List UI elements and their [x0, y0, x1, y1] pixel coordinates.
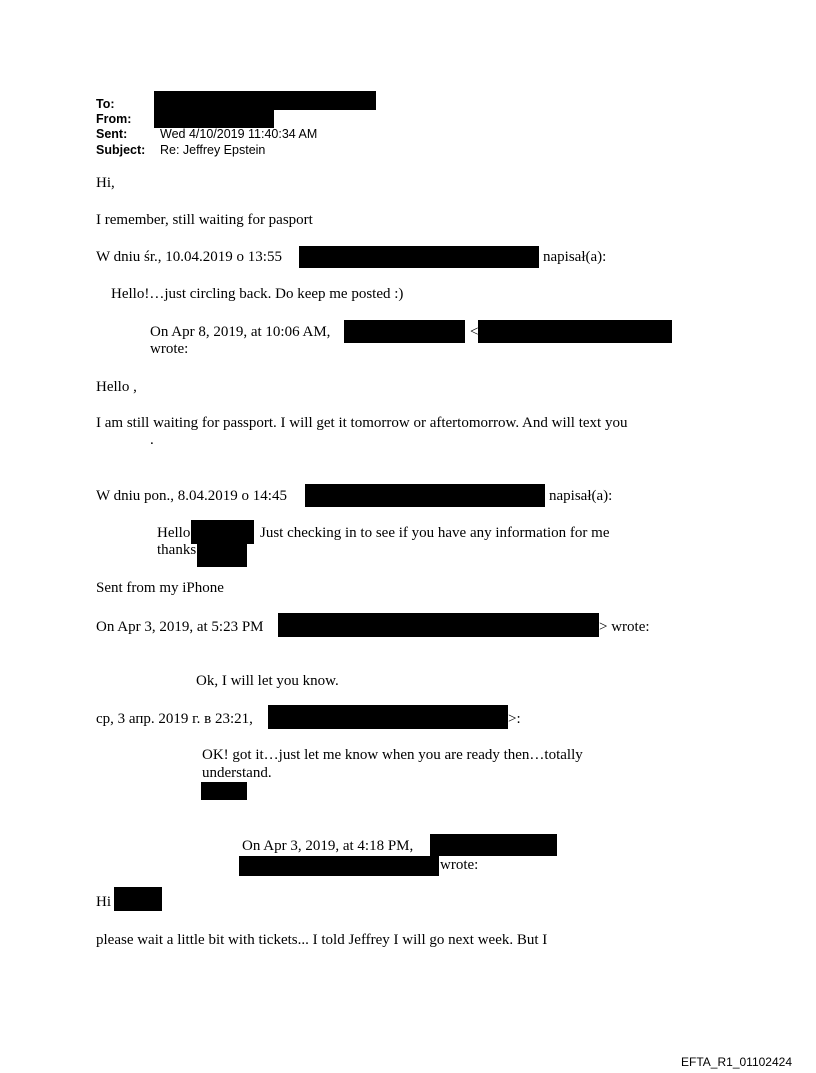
apr3-tail: > wrote: — [599, 619, 650, 635]
checking-hello: Hello — [157, 525, 191, 541]
apr8-lt: < — [470, 324, 479, 340]
to-label: To: — [96, 97, 115, 111]
sent-value: Wed 4/10/2019 11:40:34 AM — [160, 127, 318, 141]
redaction-quote2 — [305, 484, 545, 507]
waiting-line: I am still waiting for passport. I will get it tomorrow or aftertomorrow. And will text you — [96, 415, 628, 431]
from-label: From: — [96, 112, 132, 126]
ok-got-it-line1: OK! got it…just let me know when you are ready then…totally — [202, 747, 583, 763]
subject-value: Re: Jeffrey Epstein — [160, 143, 266, 157]
redaction-to — [154, 91, 376, 110]
redaction-apr8-name — [344, 320, 465, 343]
ok-let-know: Ok, I will let you know. — [196, 673, 339, 689]
sent-label: Sent: — [96, 127, 128, 141]
trailing-dot: . — [150, 432, 154, 448]
redaction-ru — [268, 705, 508, 729]
apr8-intro: On Apr 8, 2019, at 10:06 AM, — [150, 324, 331, 340]
hi-greeting: Hi — [96, 894, 111, 910]
redaction-thanks-name — [197, 543, 247, 567]
thanks: thanks — [157, 542, 197, 558]
redaction-apr3b-name — [430, 834, 557, 856]
redaction-checking-name — [191, 520, 254, 544]
hello-2: Hello , — [96, 379, 137, 395]
quote2-tail: napisał(a): — [549, 488, 613, 504]
apr3-intro: On Apr 3, 2019, at 5:23 PM — [96, 619, 264, 635]
redaction-from — [154, 110, 274, 128]
reply-line: I remember, still waiting for pasport — [96, 212, 313, 228]
apr8-wrote: wrote: — [150, 341, 189, 357]
last-line: please wait a little bit with tickets... I told Jeffrey I will go next week. But I — [96, 932, 548, 948]
redaction-hi-name — [114, 887, 162, 911]
greeting: Hi, — [96, 175, 115, 191]
ru-tail: >: — [508, 711, 521, 727]
redaction-quote1 — [299, 246, 539, 268]
ok-got-it-line2: understand. — [202, 765, 272, 781]
redaction-signature — [201, 782, 247, 800]
sent-from-iphone: Sent from my iPhone — [96, 580, 224, 596]
quote2-intro: W dniu pon., 8.04.2019 o 14:45 — [96, 488, 287, 504]
apr3b-wrote: wrote: — [440, 857, 479, 873]
redaction-apr8-email — [478, 320, 672, 343]
checking-rest: Just checking in to see if you have any information for me — [260, 525, 610, 541]
circling-back-line: Hello!…just circling back. Do keep me posted :) — [111, 286, 404, 302]
apr3b-intro: On Apr 3, 2019, at 4:18 PM, — [242, 838, 414, 854]
ru-intro: ср, 3 апр. 2019 г. в 23:21, — [96, 711, 253, 727]
redaction-apr3b-email — [239, 856, 439, 876]
redaction-apr3 — [278, 613, 599, 637]
document-id: EFTA_R1_01102424 — [681, 1055, 792, 1069]
quote1-intro: W dniu śr., 10.04.2019 o 13:55 — [96, 249, 282, 265]
subject-label: Subject: — [96, 143, 146, 157]
quote1-tail: napisał(a): — [543, 249, 607, 265]
